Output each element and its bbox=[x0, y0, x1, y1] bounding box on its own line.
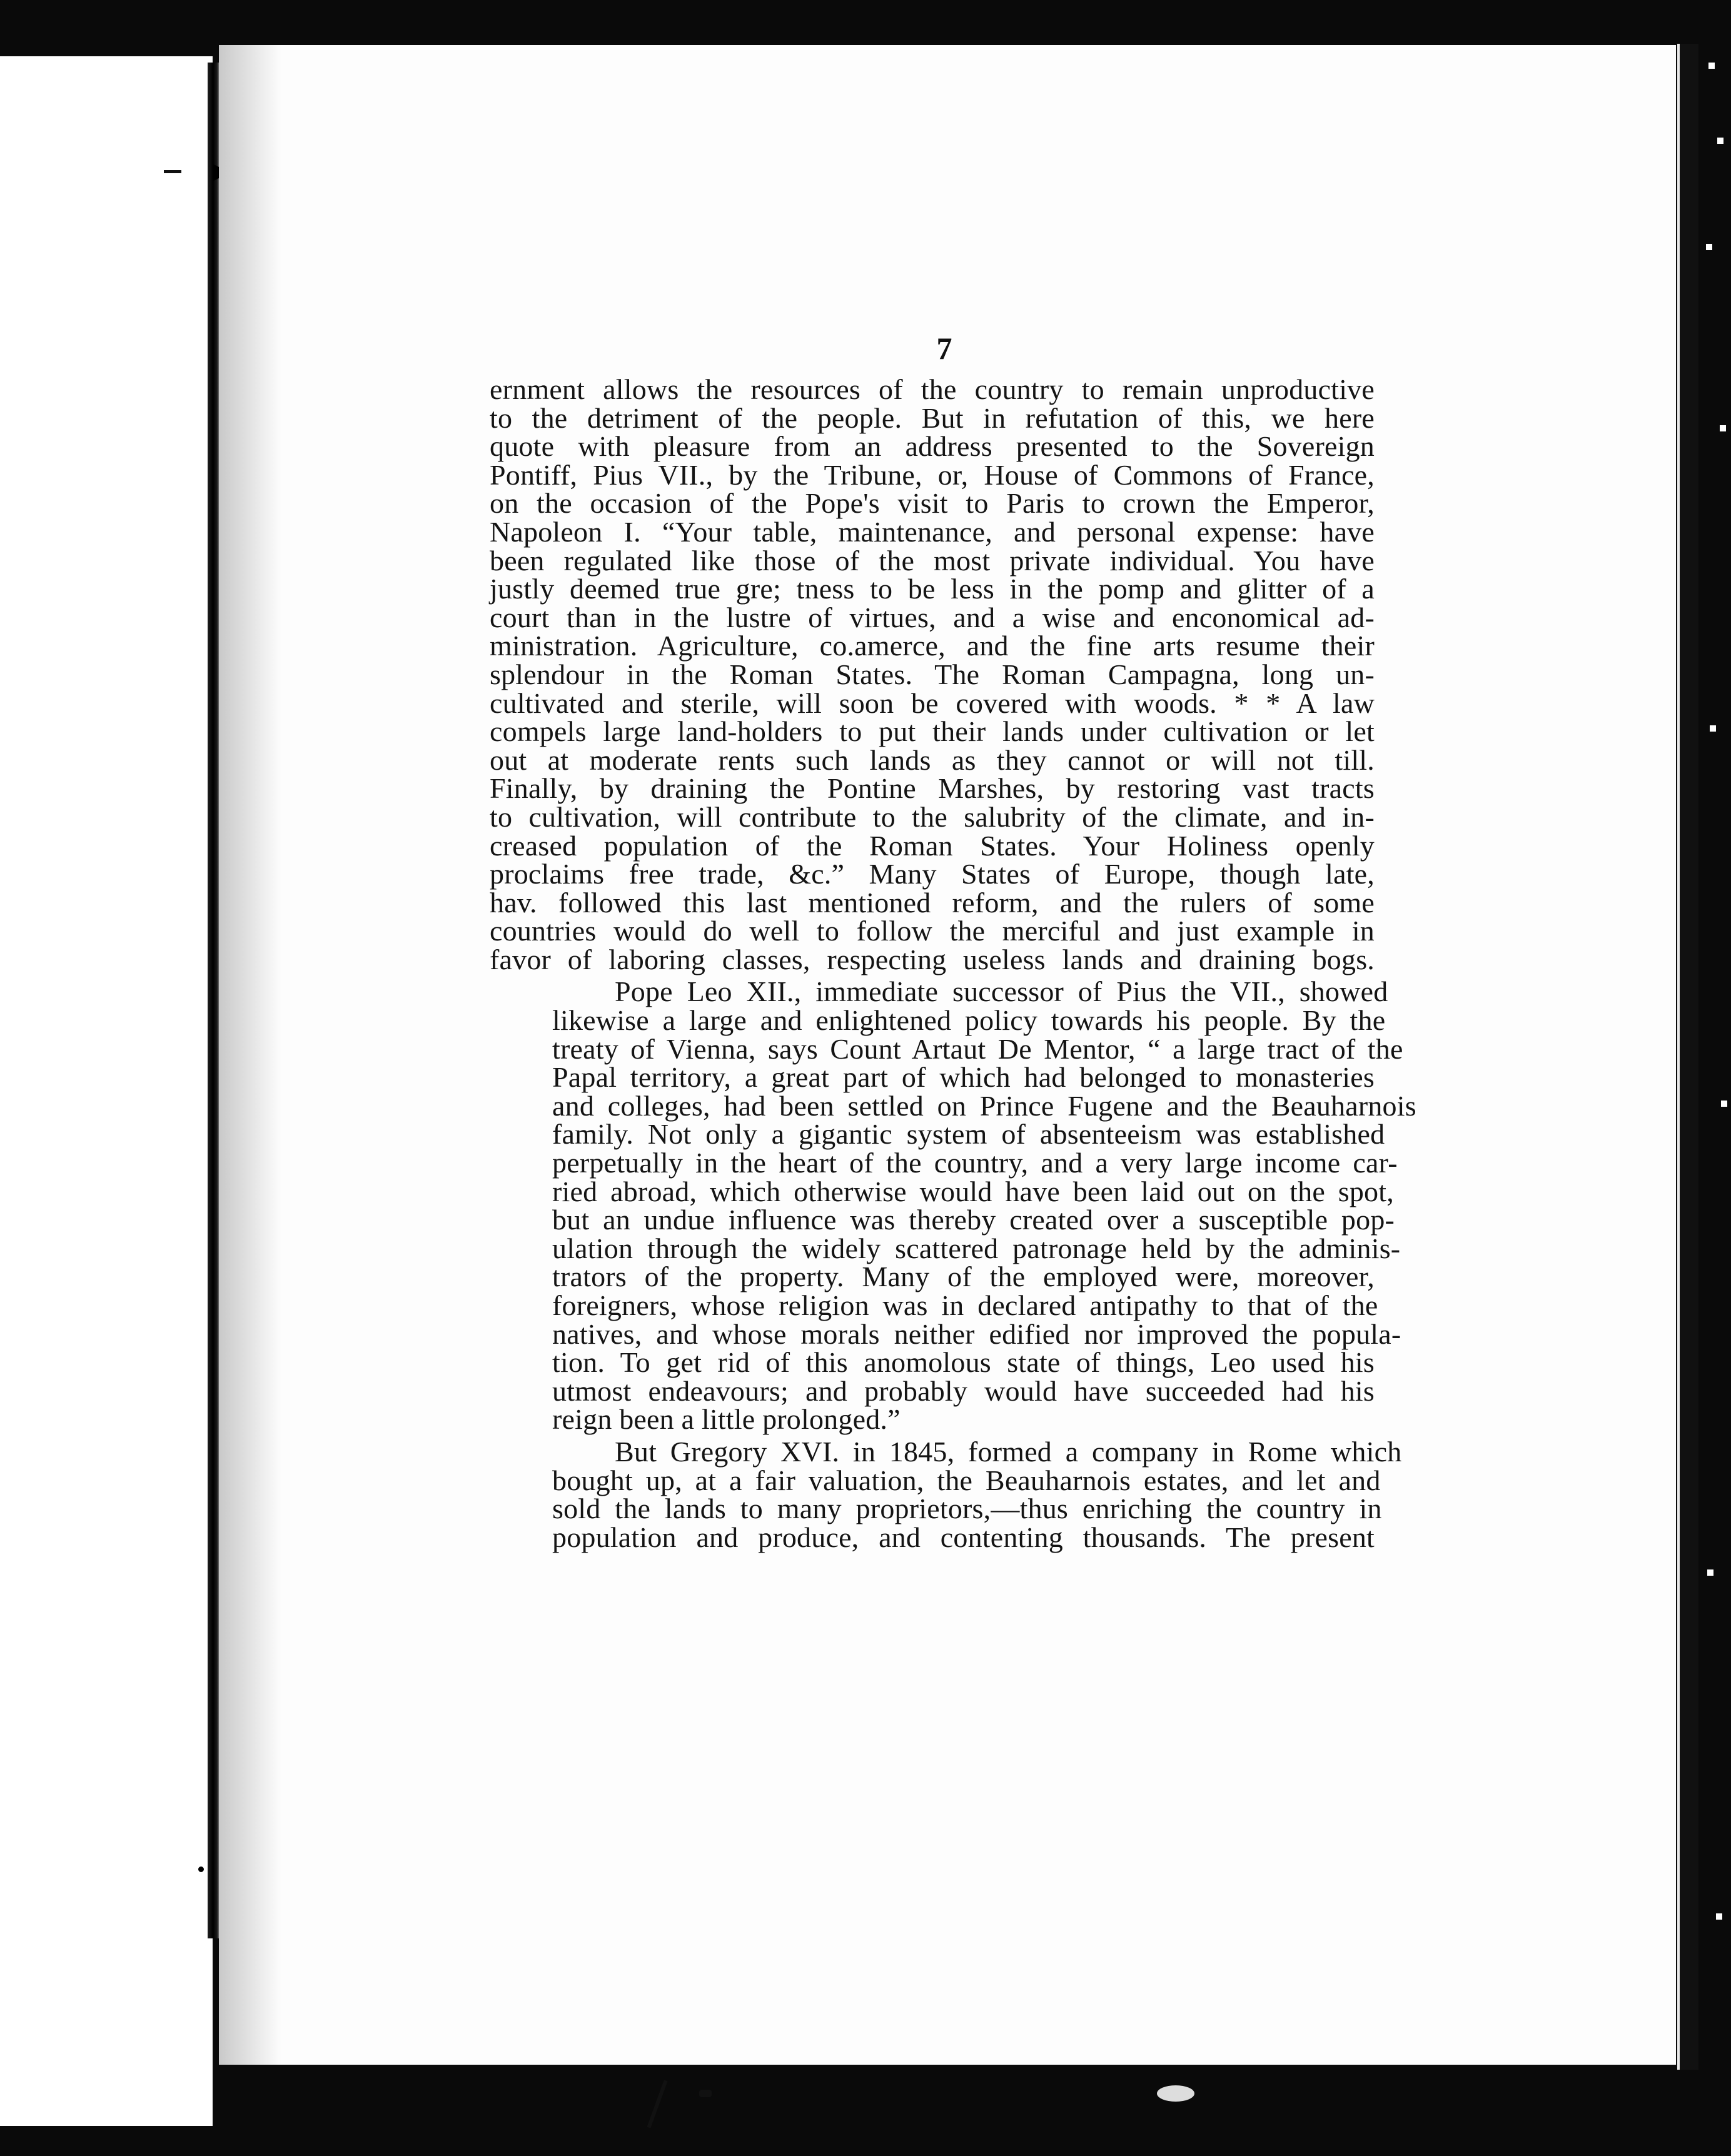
body-text bbox=[490, 373, 1416, 1553]
text-line: been regulated like those of the most private individual. You have bbox=[490, 544, 1375, 577]
text-line: to cultivation, will contribute to the salubrity of the climate, and in- bbox=[490, 800, 1375, 833]
stray-ink-mark bbox=[699, 2090, 712, 2097]
paragraph bbox=[490, 975, 1416, 1436]
text-line: and colleges, had been settled on Prince Fugene and the Beauharnois bbox=[552, 1089, 1416, 1122]
text-line: ried abroad, which otherwise would have been laid out on the spot, bbox=[552, 1175, 1394, 1207]
text-line: proclaims free trade, &c.” Many States of Europe, though late, bbox=[490, 858, 1375, 890]
text-line: quote with pleasure from an address presented to the Sovereign bbox=[490, 430, 1375, 463]
text-line: court than in the lustre of virtues, and a wise and enconomical ad- bbox=[490, 601, 1375, 633]
text-line: family. Not only a gigantic system of absenteeism was established bbox=[552, 1118, 1385, 1151]
paragraph bbox=[490, 1435, 1402, 1553]
text-line: ulation through the widely scattered patronage held by the adminis- bbox=[552, 1232, 1401, 1264]
text-line: bought up, at a fair valuation, the Beauharnois estates, and let and bbox=[552, 1464, 1381, 1496]
paragraph bbox=[490, 375, 1375, 974]
text-line: countries would do well to follow the merciful and just example in bbox=[490, 915, 1375, 947]
text-line: to the detriment of the people. But in refutation of this, we here bbox=[490, 401, 1375, 434]
text-line: creased population of the Roman States. Your Holiness openly bbox=[490, 829, 1375, 862]
text-line: Finally, by draining the Pontine Marshes, by restoring vast tracts bbox=[490, 772, 1375, 805]
text-line: foreigners, whose religion was in declared antipathy to that of the bbox=[552, 1289, 1378, 1321]
text-line: reign been a little prolonged.” bbox=[552, 1403, 901, 1436]
page-number: 7 bbox=[936, 331, 952, 366]
gutter-mark bbox=[164, 170, 181, 173]
scan-smudge bbox=[1157, 2085, 1194, 2102]
text-line: splendour in the Roman States. The Roman Campagna, long un- bbox=[490, 658, 1375, 690]
text-line: hav. followed this last mentioned reform, and the rulers of some bbox=[490, 886, 1375, 919]
text-line: trators of the property. Many of the employed were, moreover, bbox=[552, 1261, 1375, 1293]
text-line: out at moderate rents such lands as they cannot or will not till. bbox=[490, 743, 1375, 776]
text-line: compels large land-holders to put their lands under cultivation or let bbox=[490, 715, 1375, 748]
text-line: ernment allows the resources of the country to remain unproductive bbox=[490, 373, 1375, 405]
spine-shadow bbox=[219, 45, 281, 2065]
text-line: on the occasion of the Pope's visit to Paris to crown the Emperor, bbox=[490, 487, 1375, 520]
text-line: Pontiff, Pius VII., by the Tribune, or, House of Commons of France, bbox=[490, 458, 1375, 491]
facing-page-edge bbox=[0, 56, 213, 2126]
text-line: utmost endeavours; and probably would have succeeded had his bbox=[552, 1374, 1375, 1407]
text-line: cultivated and sterile, will soon be covered with woods. * * A law bbox=[490, 687, 1375, 719]
text-line: treaty of Vienna, says Count Artaut De Mentor, “ a large tract of the bbox=[552, 1032, 1403, 1065]
page-edge bbox=[1677, 44, 1698, 2070]
text-line: favor of laboring classes, respecting useless lands and draining bogs. bbox=[490, 943, 1375, 975]
text-line: population and produce, and contenting thousands. The present bbox=[552, 1521, 1375, 1553]
text-line: tion. To get rid of this anomolous state of things, Leo used his bbox=[552, 1346, 1375, 1379]
text-line: likewise a large and enlightened policy towards his people. By the bbox=[552, 1004, 1386, 1037]
text-line: perpetually in the heart of the country, and a very large income car- bbox=[552, 1147, 1398, 1179]
text-line: ministration. Agriculture, co.amerce, and the fine arts resume their bbox=[490, 630, 1375, 662]
speck-mark bbox=[198, 1866, 204, 1872]
text-line: but an undue influence was thereby created over a susceptible pop- bbox=[552, 1204, 1395, 1236]
text-line: sold the lands to many proprietors,—thus enriching the country in bbox=[552, 1493, 1382, 1525]
text-line: justly deemed true gre; tness to be less in the pomp and glitter of a bbox=[490, 573, 1375, 605]
text-line: But Gregory XVI. in 1845, formed a company in Rome which bbox=[615, 1435, 1402, 1468]
text-line: Papal territory, a great part of which had belonged to monasteries bbox=[552, 1061, 1375, 1094]
text-line: natives, and whose morals neither edified nor improved the popula- bbox=[552, 1317, 1401, 1350]
text-line: Napoleon I. “Your table, maintenance, and personal expense: have bbox=[490, 515, 1375, 548]
text-line: Pope Leo XII., immediate successor of Pius the VII., showed bbox=[615, 975, 1388, 1008]
page-stack-edge bbox=[1702, 38, 1731, 2101]
